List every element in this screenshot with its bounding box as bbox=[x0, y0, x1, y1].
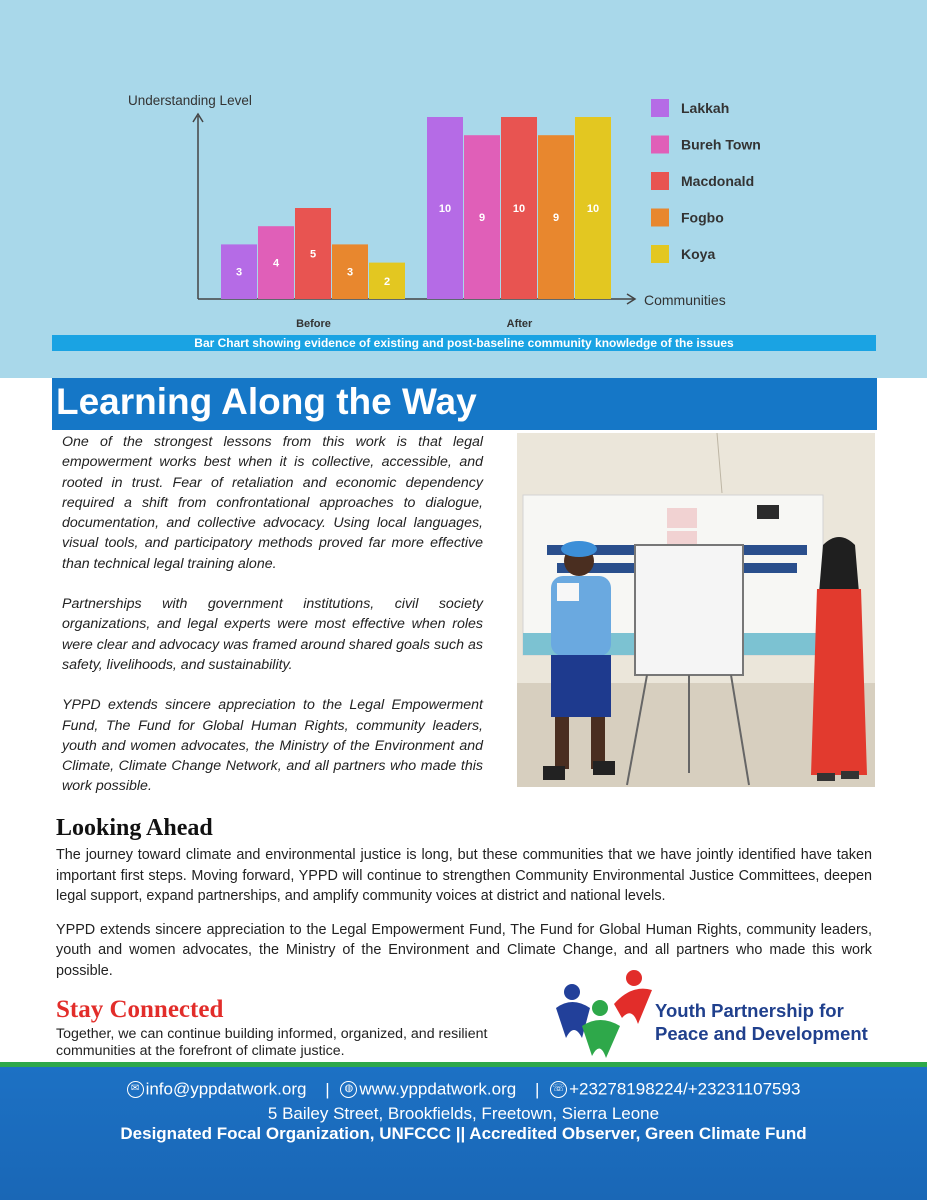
group-label-after: After bbox=[506, 318, 533, 330]
legend-swatch bbox=[651, 245, 669, 263]
looking-ahead-paragraph: The journey toward climate and environmental justice is long, but these communities that we have jointly identified have taken important first steps. Moving forward, YPPD will continue to strengthen Community Environmental Justice Committees, deepen legal support, expand partnerships, and amplify community voices at district and national levels. bbox=[56, 847, 872, 904]
logo-figure-head bbox=[564, 984, 580, 1000]
legend-swatch bbox=[651, 172, 669, 190]
photo-presenter-shoe bbox=[841, 771, 859, 779]
photo-banner-logo bbox=[667, 508, 697, 528]
photo-presenter-dress bbox=[811, 589, 867, 775]
photo-speaker-shoe bbox=[543, 766, 565, 780]
logo-figure-head bbox=[626, 970, 642, 986]
photo-whiteboard bbox=[635, 545, 743, 675]
learning-paragraph: Partnerships with government institutions, civil society organizations, and legal experts were most effective when roles were clear and advocacy was framed around shared goals such as safety, livelihoods, and sustainability. bbox=[62, 596, 483, 673]
chart-caption: Bar Chart showing evidence of existing and post-baseline community knowledge of the issues bbox=[52, 335, 876, 351]
bar-value-label: 10 bbox=[438, 203, 452, 215]
legend-label: Macdonald bbox=[681, 173, 755, 189]
logo-name-line: Youth Partnership for bbox=[655, 1000, 844, 1021]
email-icon: ✉ bbox=[127, 1081, 144, 1098]
x-axis-label: Communities bbox=[644, 292, 726, 308]
logo-figure-head bbox=[592, 1000, 608, 1016]
legend-swatch bbox=[651, 209, 669, 227]
stay-connected-heading: Stay Connected bbox=[56, 996, 224, 1023]
phone-icon: ☏ bbox=[550, 1081, 567, 1098]
bar-value-label: 10 bbox=[586, 203, 600, 215]
logo-figure-body bbox=[582, 1020, 620, 1058]
legend-label: Bureh Town bbox=[681, 136, 761, 153]
stay-connected-text: Together, we can continue building informed, organized, and resilient communities at the forefront of climate justice. bbox=[56, 1026, 488, 1059]
photo-speaker-shorts bbox=[551, 655, 611, 717]
logo-name-line: Peace and Development bbox=[655, 1023, 868, 1044]
legend-swatch bbox=[651, 99, 669, 117]
globe-icon: ◍ bbox=[340, 1081, 357, 1098]
footer-separator: | bbox=[534, 1079, 540, 1099]
bar-value-label: 9 bbox=[552, 212, 560, 225]
photo-speaker-hat bbox=[561, 541, 597, 557]
footer bbox=[0, 1067, 927, 1200]
photo-speaker-shoe bbox=[593, 761, 615, 775]
legend-label: Fogbo bbox=[681, 209, 724, 226]
legend-swatch bbox=[651, 136, 669, 154]
photo-presenter-shoe bbox=[817, 773, 835, 781]
looking-ahead-heading: Looking Ahead bbox=[56, 815, 213, 841]
learning-paragraph: One of the strongest lessons from this work is that legal empowerment works best when it is collective, accessible, and rooted in trust. Fear of retaliation and economic dependency required a shift from confrontational approaches to dialogue, documentation, and collective advocacy. Using local languages, visual tools, and participatory methods proved far more effective than technical legal training alone. bbox=[62, 434, 483, 572]
looking-ahead-paragraph: YPPD extends sincere appreciation to the Legal Empowerment Fund, The Fund for Global Human Rights, community leaders, youth and women advocates, the Ministry of the Environment and Climate Change, and all partners who made this work possible. bbox=[56, 921, 872, 979]
photo-banner-logo bbox=[757, 505, 779, 519]
footer-designation: Designated Focal Organization, UNFCCC || Accredited Observer, Green Climate Fund bbox=[120, 1124, 807, 1143]
y-axis-label: Understanding Level bbox=[128, 93, 252, 108]
footer-phone[interactable]: +23278198224/+23231107593 bbox=[569, 1079, 801, 1099]
section-title-learning: Learning Along the Way bbox=[56, 381, 477, 422]
learning-paragraph: YPPD extends sincere appreciation to the Legal Empowerment Fund, The Fund for Global Human Rights, community leaders, youth and women advocates, the Ministry of the Environment and Climate, Climate Change Network, and all partners who made this work possible. bbox=[62, 697, 483, 795]
learning-body bbox=[62, 432, 483, 797]
footer-address: 5 Bailey Street, Brookfields, Freetown, Sierra Leone bbox=[267, 1104, 660, 1123]
legend-label: Lakkah bbox=[681, 100, 730, 116]
footer-separator: | bbox=[325, 1079, 330, 1099]
photo-speaker-leg bbox=[555, 717, 569, 769]
bar-value-label: 3 bbox=[235, 266, 243, 279]
footer-contacts bbox=[0, 1079, 927, 1100]
bar-value-label: 3 bbox=[346, 266, 354, 279]
footer-email[interactable]: info@yppdatwork.org bbox=[145, 1079, 307, 1099]
bar-value-label: 9 bbox=[478, 212, 486, 225]
bar-value-label: 2 bbox=[383, 275, 391, 288]
bar-value-label: 4 bbox=[272, 257, 280, 270]
photo-presenter-hijab bbox=[819, 537, 859, 593]
bar-value-label: 5 bbox=[309, 248, 317, 261]
legend-label: Koya bbox=[681, 246, 716, 262]
group-label-before: Before bbox=[296, 318, 331, 330]
footer-website[interactable]: www.yppdatwork.org bbox=[359, 1079, 517, 1099]
bar-chart bbox=[0, 0, 927, 378]
logo-wordmark bbox=[655, 999, 885, 1045]
logo-figure-body bbox=[614, 989, 652, 1024]
workshop-photo-illustration bbox=[517, 433, 875, 787]
workshop-photo bbox=[517, 433, 875, 787]
photo-speaker-paper bbox=[557, 583, 579, 601]
bar-value-label: 10 bbox=[512, 203, 526, 215]
